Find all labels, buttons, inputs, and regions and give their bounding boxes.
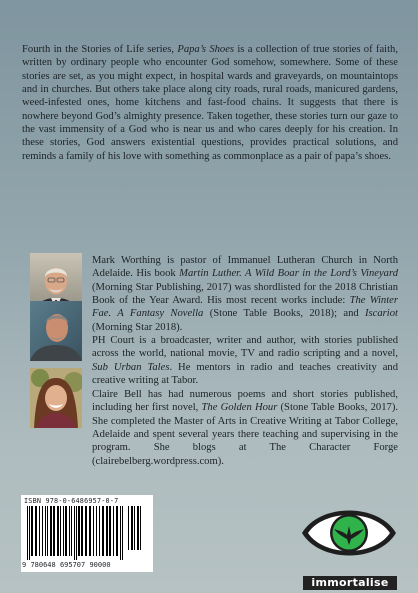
bio-text: PH Court is a broadcaster, writer and author, with stories published across the world, national movie, TV and radio scripting and a novel, (92, 335, 398, 360)
barcode-bar (120, 506, 121, 560)
barcode-bar (74, 506, 75, 560)
bio-text: Claire Bell has had numerous poems and short stories published, including her first novel, (92, 389, 398, 414)
bio-text: (Stone Table Books, 2017). She completed the Master of Arts in Creative Writing at Tabor College, Adelaide and spent several years there teaching and supervising in the program. She blogs at The Character Forge (clairebelberg.wordpress.com). (92, 402, 399, 467)
publisher-logo-text: immortalise (303, 576, 397, 590)
barcode-bar (131, 506, 133, 550)
barcode-bar (50, 506, 52, 556)
barcode-bar (76, 506, 77, 560)
bio-ph-court (92, 334, 398, 387)
barcode-bar (27, 506, 28, 560)
bio-text: . He mentors in radio and teaches creativity and creative writing at Tabor. (92, 361, 398, 387)
barcode-bar (65, 506, 67, 556)
bio-book-title: Martin Luther. A Wild Boar in the Lord’s Vineyard (179, 268, 398, 280)
barcode-bar (63, 506, 64, 556)
barcode-bar (140, 506, 141, 550)
author-photo-bell (30, 368, 82, 428)
isbn-barcode (21, 495, 153, 572)
barcode-bar (96, 506, 97, 556)
barcode-bar (47, 506, 48, 556)
barcode-bar (109, 506, 111, 556)
barcode-bar (57, 506, 59, 556)
barcode-bar (122, 506, 123, 560)
blurb-text-1: Fourth in the Stories of Life series, (22, 44, 178, 55)
back-cover-blurb (22, 43, 398, 163)
blurb-text-2: is a collection of true stories of faith, written by ordinary people who encounter God somehow, somewhere. Some of these stories are set, as you might expect, in hospital wards and graveyards, on mountaintops and in churches. But others take place along city roads, rural roads, manicured gardens, weed-infested ones, home kitchens and fast-food chains. It suggests that there is nowhere beyond God’s almighty presence. Taken together, these stories turn our gaze to the vast immensity of a God who is near us and who cares deeply for his creation. In these stories, God answers existential questions, provides practical solutions, and reminds a family of his love with something as commonplace as a pair of papa’s shoes. (22, 44, 398, 162)
bio-book-title: The Winter Fae. A Fantasy Novella (92, 295, 398, 320)
bio-book-title: Iscariot (365, 308, 398, 320)
barcode-bar (137, 506, 139, 550)
isbn-number: ISBN 978-0-6486957-0-7 (24, 497, 119, 505)
barcode-bar (45, 506, 46, 556)
bio-text: (Stone Table Books, 2018); and (203, 308, 366, 320)
bio-claire-bell (92, 388, 398, 468)
bio-text: Mark Worthing is pastor of Immanuel Lutheran Church in North Adelaide. His book (92, 255, 398, 280)
ean-right-group: 695707 (59, 561, 86, 569)
ean-digits (22, 561, 111, 569)
ean-addon: 90000 (89, 561, 111, 569)
bio-mark-worthing (92, 254, 398, 334)
barcode-bar (106, 506, 108, 556)
barcode-bar (128, 506, 129, 550)
barcode-bar (31, 506, 33, 556)
barcode-bar (29, 506, 30, 560)
bio-text: (Morning Star 2018). (92, 321, 183, 333)
barcode-bar (42, 506, 43, 556)
barcode-bar (89, 506, 91, 556)
barcode-bars (27, 506, 147, 560)
book-title: Papa’s Shoes (177, 44, 235, 55)
barcode-bar (60, 506, 61, 556)
barcode-bar (113, 506, 114, 556)
barcode-bar (71, 506, 72, 556)
barcode-bar (93, 506, 94, 556)
bio-book-title: Sub Urban Tales (92, 361, 170, 373)
bio-book-title: The Golden Hour (201, 402, 278, 414)
bio-text: (Morning Star Publishing, 2017) was shordlisted for the 2018 Christian Book of the Year Award. His most recent works include: (92, 281, 398, 307)
barcode-bar (78, 506, 80, 556)
barcode-bar (116, 506, 118, 556)
barcode-bar (81, 506, 83, 556)
barcode-bar (35, 506, 37, 556)
barcode-bar (39, 506, 40, 556)
barcode-bar (53, 506, 55, 556)
author-photo-court (30, 301, 82, 361)
barcode-bar (102, 506, 104, 556)
ean-left-group: 780648 (30, 561, 56, 569)
barcode-bar (99, 506, 100, 556)
barcode-bar (69, 506, 70, 556)
barcode-bar (85, 506, 87, 556)
ean-first-digit: 9 (22, 561, 27, 569)
barcode-bar (134, 506, 135, 550)
